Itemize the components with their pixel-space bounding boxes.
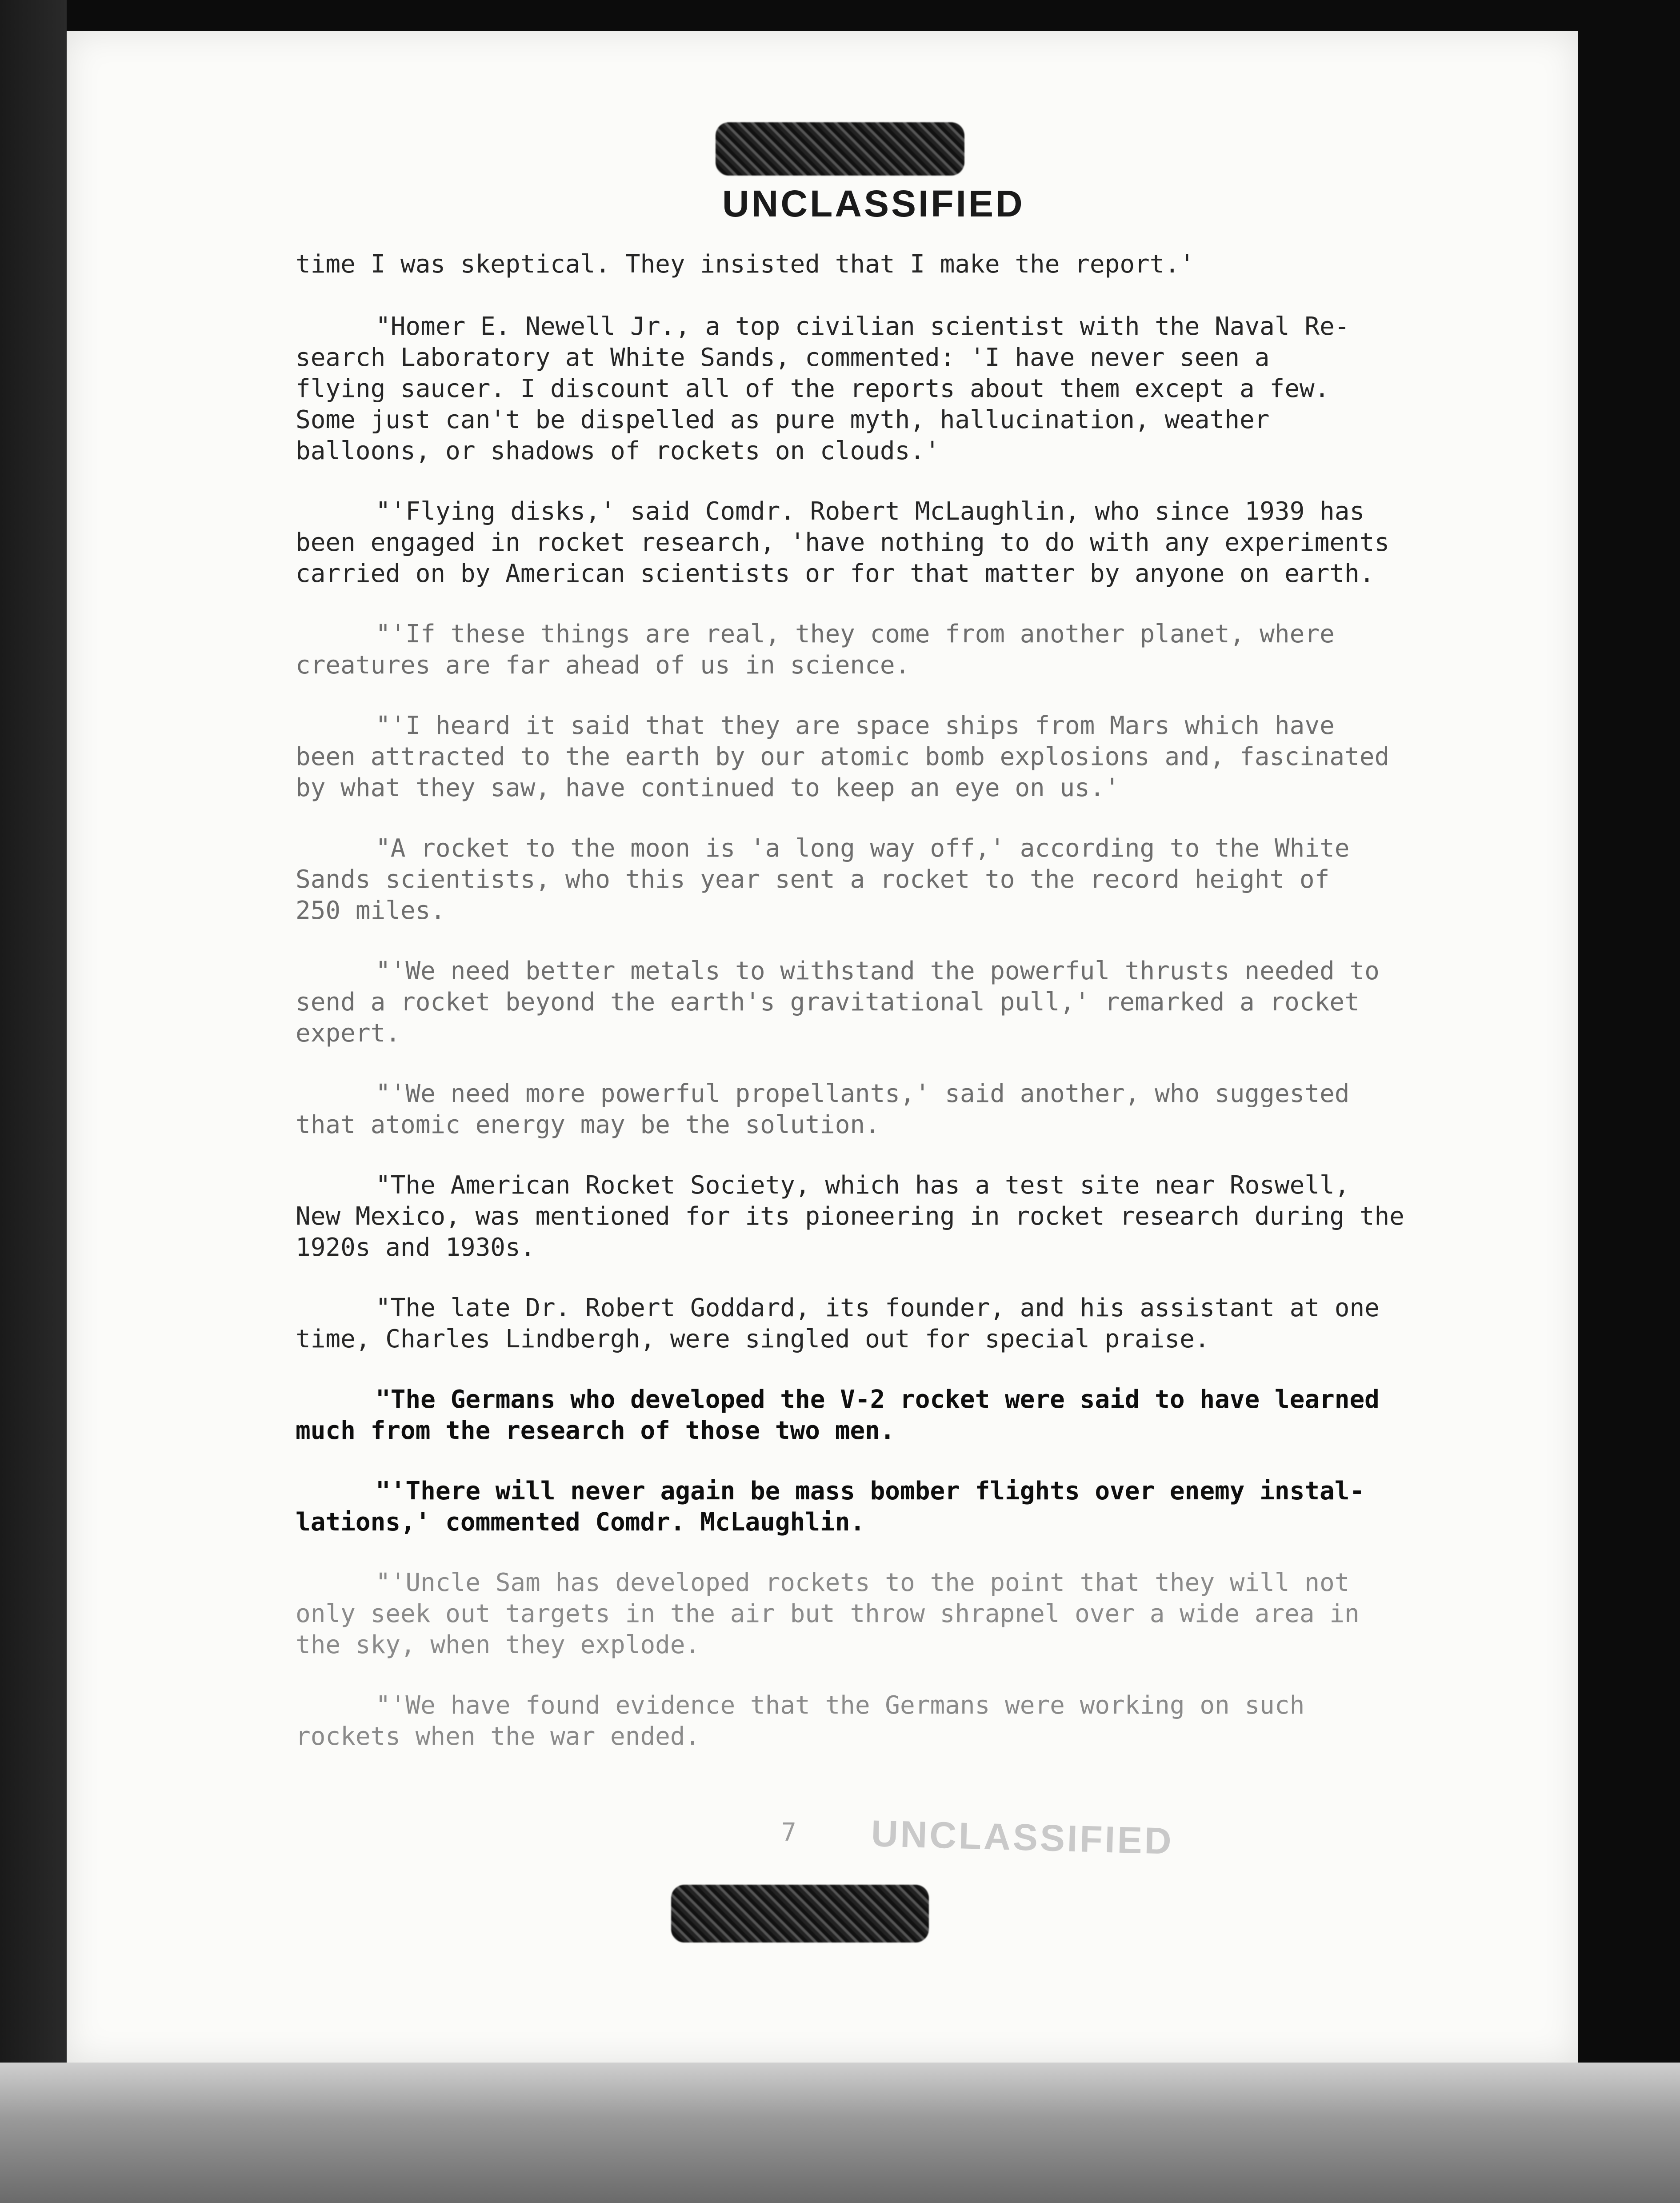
paragraph-1: time I was skeptical. They insisted that I make the report.' [296, 250, 1195, 279]
page-number: 7 [781, 1818, 796, 1847]
paragraph-7: "'We need better metals to withstand the powerful thrusts needed to send a rocket beyond the earth's gravitational pull,' remarked a rocket expert. [296, 957, 1380, 1048]
paragraph-8: "'We need more powerful propellants,' said another, who suggested that atomic energy may be the solution. [296, 1079, 1350, 1139]
redaction-bar-bottom [671, 1885, 929, 1943]
paragraph-12: "'There will never again be mass bomber flights over enemy instal- lations,' commented Comdr. McLaughlin. [296, 1477, 1365, 1537]
redaction-bar-top [716, 122, 964, 176]
classification-stamp-top: UNCLASSIFIED [722, 183, 1025, 224]
classification-stamp-bottom: UNCLASSIFIED [870, 1812, 1174, 1862]
paragraph-10: "The late Dr. Robert Goddard, its founder, and his assistant at one time, Charles Lindbergh, were singled out for special praise. [296, 1294, 1380, 1354]
scan-border-left [0, 0, 67, 2063]
paragraph-9: "The American Rocket Society, which has a test site near Roswell, New Mexico, was mentioned for its pioneering in rocket research during the 1920s and 1930s. [296, 1171, 1404, 1262]
paragraph-14: "'We have found evidence that the Germans were working on such rockets when the war ended. [296, 1691, 1305, 1751]
scan-border-bottom [0, 2063, 1680, 2203]
paragraph-13: "'Uncle Sam has developed rockets to the point that they will not only seek out targets in the air but throw shrapnel over a wide area in the sky, when they explode. [296, 1568, 1360, 1659]
paragraph-5: "'I heard it said that they are space ships from Mars which have been attracted to the earth by our atomic bomb explosions and, fascinated by what they saw, have continued to keep an eye on us.' [296, 711, 1390, 802]
paragraph-3: "'Flying disks,' said Comdr. Robert McLaughlin, who since 1939 has been engaged in rocket research, 'have nothing to do with any experiments carried on by American scientists or for that matter by anyone on earth. [296, 497, 1390, 588]
paragraph-6: "A rocket to the moon is 'a long way off,' according to the White Sands scientists, who this year sent a rocket to the record height of 250 miles. [296, 834, 1350, 925]
document-body [296, 249, 1473, 1782]
paragraph-11: "The Germans who developed the V-2 rocket were said to have learned much from the research of those two men. [296, 1385, 1380, 1445]
paragraph-4: "'If these things are real, they come from another planet, where creatures are far ahead of us in science. [296, 620, 1335, 680]
paragraph-2: "Homer E. Newell Jr., a top civilian scientist with the Naval Re- search Laboratory at White Sands, commented: 'I have never seen a flying saucer. I discount all of the reports about them except a few. Some just can't be dispelled as pure myth, hallucination, weather balloons, or shadows of rockets on clouds.' [296, 312, 1350, 465]
